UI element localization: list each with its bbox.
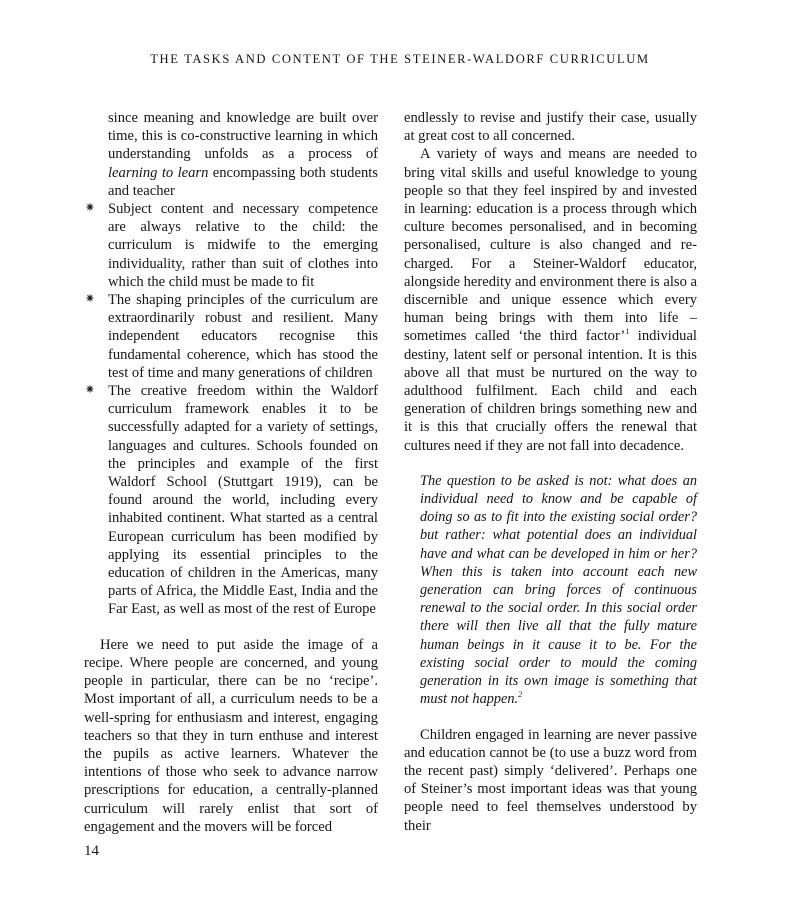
list-item — [84, 382, 378, 619]
body-paragraph: Here we need to put aside the image of a recipe. Where people are concerned, and young people in particular, there can be no ‘recipe’. Most important of all, a curriculum needs to be a well-spring for enthusiasm and interest, engaging teachers so that they in turn enthuse and interest the pupils as active learners. Whatever the intentions of those who seek to advance narrow prescriptions for education, a centrally-planned curriculum will rarely enlist that sort of engagement and the movers will be forced — [84, 636, 378, 835]
bullet-text: The shaping principles of the curriculum are extraordinarily robust and resilient. Many independent educators recognise this fundamental coherence, which has stood the test of time and many generations of children — [108, 292, 378, 381]
body-paragraph — [404, 145, 697, 454]
block-quote — [420, 472, 697, 709]
paragraph-text: A variety of ways and means are needed to bring vital skills and useful knowledge to young people so that they feel inspired by and invested in learning: education is a process through which culture becomes personalised, and in becoming personalised, culture is also changed and re-charged. For a Steiner-Waldorf educator, alongside heredity and environment there is also a discernible and unique essence which every human being brings with them into life – sometimes called ‘the third factor’ — [404, 146, 698, 345]
asterism-bullet-icon: ⁕ — [84, 292, 96, 308]
paragraph-text-end: individual destiny, latent self or personal intention. It is this above all that must be nurtured on the way to adulthood fulfilment. Each child and each generation of children brings something new and it is this that crucially offers the renewal that cultures need if they are not fall into decadence. — [404, 328, 697, 454]
quote-text: The question to be asked is not: what does an individual need to know and be capable of doing so as to fit into the existing social order? but rather: what potential does an individual have and what can be developed in him or her? When this is taken into account each new generation can bring forces of continuous renewal to the social order. In this social order there will then live all that the fully mature human beings in it cause it to be. For the existing social order to mould the coming generation in its own image is something that must not happen. — [420, 472, 697, 708]
paragraph-continuation: endlessly to revise and justify their case, usually at great cost to all concerned. — [404, 110, 697, 145]
right-column — [404, 109, 697, 835]
list-continuation — [84, 109, 378, 200]
continuation-text: since meaning and knowledge are built over time, this is co-constructive learning in which understanding unfolds as a process of — [108, 110, 378, 163]
asterism-bullet-icon: ⁕ — [84, 383, 96, 399]
list-item — [84, 200, 378, 291]
asterism-bullet-icon: ⁕ — [84, 201, 96, 217]
running-head: THE TASKS AND CONTENT OF THE STEINER-WALDORF CURRICULUM — [150, 52, 650, 66]
left-column — [84, 109, 378, 836]
bullet-text: The creative freedom within the Waldorf curriculum framework enables it to be successfully adapted for a variety of settings, languages and cultures. Schools founded on the principles and example of the first Waldorf School (Stuttgart 1919), can be found around the world, including every inhabited continent. What started as a central European curriculum has been modified by applying its essential principles to the education of children in the Americas, many parts of Africa, the Middle East, India and the Far East, as well as most of the rest of Europe — [108, 383, 378, 618]
page-number: 14 — [84, 843, 99, 859]
bullet-text: Subject content and necessary competence are always relative to the child: the curriculum is midwife to the emerging individuality, rather than suit of clothes into which the child must be made to fit — [108, 201, 378, 290]
footnote-ref: 1 — [625, 327, 630, 337]
body-paragraph: Children engaged in learning are never passive and education cannot be (to use a buzz word from the recent past) simply ‘delivered’. Perhaps one of Steiner’s most important ideas was that young people need to feel themselves understood by their — [404, 726, 697, 834]
emphasis-text: learning to learn — [108, 164, 209, 181]
bullet-list — [84, 200, 378, 619]
continuation-text-end: encompassing both students and teacher — [108, 164, 378, 199]
footnote-ref: 2 — [518, 690, 523, 700]
list-item — [84, 291, 378, 382]
